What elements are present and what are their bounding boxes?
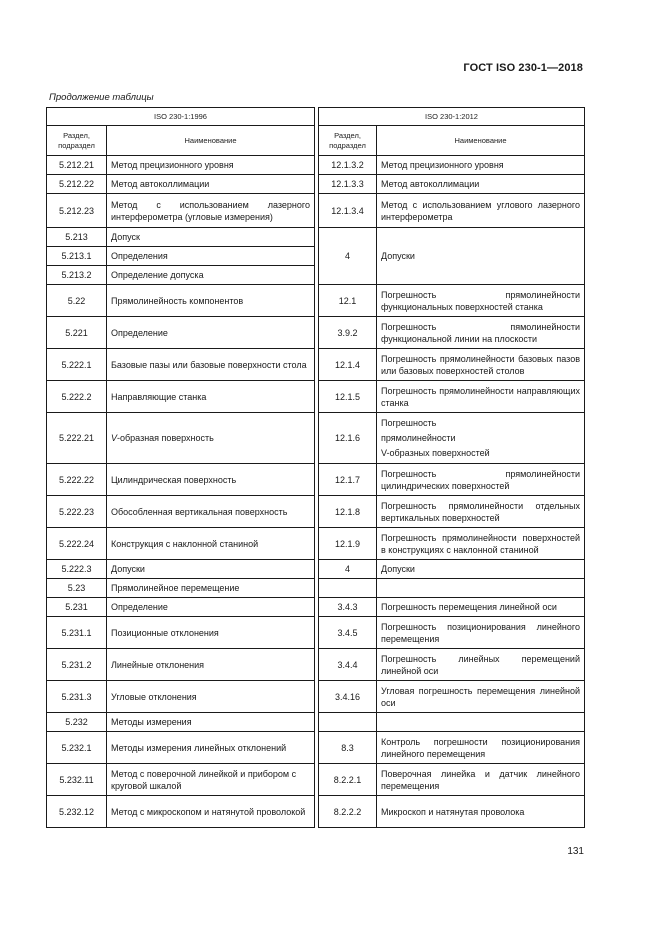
- left-name: Линейные отклонения: [107, 649, 315, 681]
- left-section: 5.231.2: [47, 649, 107, 681]
- left-section: 5.22: [47, 285, 107, 317]
- left-name: Метод прецизионного уровня: [107, 156, 315, 175]
- left-name-text: -образная поверхность: [117, 433, 214, 443]
- right-section: 12.1.3.2: [319, 156, 377, 175]
- left-name: Определения: [107, 247, 315, 266]
- table-row: [47, 496, 585, 528]
- right-name: Погрешность прямолинейности отдельных вертикальных поверхностей: [377, 496, 585, 528]
- right-section: 3.4.3: [319, 598, 377, 617]
- right-section: 3.4.16: [319, 681, 377, 713]
- left-name: Обособленная вертикальная поверхность: [107, 496, 315, 528]
- left-section: 5.222.24: [47, 528, 107, 560]
- left-name: Метод с использованием лазерного интерферометра (угловые измерения): [107, 194, 315, 228]
- right-section: 4: [319, 560, 377, 579]
- right-section: [319, 713, 377, 732]
- left-name: Направляющие станка: [107, 381, 315, 413]
- right-section: 3.4.5: [319, 617, 377, 649]
- right-section-merged: 4: [319, 228, 377, 285]
- right-name: Метод с использованием углового лазерного интерферометра: [377, 194, 585, 228]
- table-row: [47, 413, 585, 464]
- left-section: 5.232.11: [47, 764, 107, 796]
- right-section: 8.2.2.2: [319, 796, 377, 828]
- left-section: 5.232.1: [47, 732, 107, 764]
- table-row: [47, 649, 585, 681]
- table-row: [47, 796, 585, 828]
- column-gap: [315, 266, 319, 285]
- right-name: Погрешность прямолинейности цилиндрических поверхностей: [377, 464, 585, 496]
- right-name: Погрешность прямолинейности поверхностей в конструкциях с наклонной станиной: [377, 528, 585, 560]
- right-name-line: Погрешность: [381, 417, 437, 428]
- left-name: Метод автоколлимации: [107, 175, 315, 194]
- table-row: [47, 228, 585, 247]
- left-name: Конструкция с наклонной станиной: [107, 528, 315, 560]
- comparison-table-container: [46, 107, 584, 828]
- left-name: Определение допуска: [107, 266, 315, 285]
- right-section: 3.9.2: [319, 317, 377, 349]
- left-section: 5.222.22: [47, 464, 107, 496]
- table-row: [47, 713, 585, 732]
- right-name: Погрешность пямолинейности функциональной линии на плоскости: [377, 317, 585, 349]
- header-section-right: Раздел, подраздел: [319, 126, 377, 156]
- left-section: 5.232: [47, 713, 107, 732]
- right-section: 12.1.7: [319, 464, 377, 496]
- left-section: 5.231.1: [47, 617, 107, 649]
- left-section: 5.212.21: [47, 156, 107, 175]
- right-section: 12.1.3.4: [319, 194, 377, 228]
- left-name: Прямолинейность компонентов: [107, 285, 315, 317]
- header-name-right: Наименование: [377, 126, 585, 156]
- left-name: Определение: [107, 598, 315, 617]
- right-name: Микроскоп и натянутая проволока: [377, 796, 585, 828]
- left-section: 5.222.1: [47, 349, 107, 381]
- right-name: Погрешность перемещения линейной оси: [377, 598, 585, 617]
- table-row: [47, 617, 585, 649]
- left-section: 5.212.23: [47, 194, 107, 228]
- right-section: [319, 579, 377, 598]
- left-section: 5.221: [47, 317, 107, 349]
- comparison-table: [46, 107, 585, 828]
- right-name: Угловая погрешность перемещения линейной оси: [377, 681, 585, 713]
- table-row: [47, 175, 585, 194]
- right-section: 12.1.6: [319, 413, 377, 464]
- group-header-iso-1996: ISO 230-1:1996: [47, 108, 315, 126]
- group-header-iso-2012: ISO 230-1:2012: [319, 108, 585, 126]
- left-section: 5.231.3: [47, 681, 107, 713]
- right-name: Погрешность прямолинейности функциональных поверхностей станка: [377, 285, 585, 317]
- right-section: 12.1.3.3: [319, 175, 377, 194]
- table-row: [47, 194, 585, 228]
- left-section: 5.213: [47, 228, 107, 247]
- right-section: 8.3: [319, 732, 377, 764]
- table-row: [47, 732, 585, 764]
- table-continuation-caption: Продолжение таблицы: [49, 92, 154, 103]
- table-row: [47, 764, 585, 796]
- left-name-prefix: V: [111, 433, 118, 443]
- left-section: 5.222.21: [47, 413, 107, 464]
- right-section: 12.1.8: [319, 496, 377, 528]
- right-name: Допуски: [377, 560, 585, 579]
- table-row: [47, 381, 585, 413]
- right-name: Погрешность прямолинейности базовых пазов или базовых поверхностей столов: [377, 349, 585, 381]
- left-name: [107, 413, 315, 464]
- right-name: Погрешность прямолинейности направляющих станка: [377, 381, 585, 413]
- table-row: [47, 285, 585, 317]
- left-section: 5.222.2: [47, 381, 107, 413]
- left-name: Допуски: [107, 560, 315, 579]
- left-section: 5.23: [47, 579, 107, 598]
- header-name-left: Наименование: [107, 126, 315, 156]
- table-row: [47, 156, 585, 175]
- page-number: 131: [567, 846, 584, 857]
- left-section: 5.222.23: [47, 496, 107, 528]
- table-row: [47, 681, 585, 713]
- right-section: 12.1.4: [319, 349, 377, 381]
- left-name: Цилиндрическая поверхность: [107, 464, 315, 496]
- right-section: 8.2.2.1: [319, 764, 377, 796]
- right-name: Поверочная линейка и датчик линейного перемещения: [377, 764, 585, 796]
- right-section: 12.1: [319, 285, 377, 317]
- left-name: Угловые отклонения: [107, 681, 315, 713]
- left-name: Метод с микроскопом и натянутой проволокой: [107, 796, 315, 828]
- right-name: [377, 713, 585, 732]
- left-name: Метод с поверочной линейкой и прибором с круговой шкалой: [107, 764, 315, 796]
- right-name: Погрешность позиционирования линейного перемещения: [377, 617, 585, 649]
- right-name: Контроль погрешности позиционирования линейного перемещения: [377, 732, 585, 764]
- left-name: Допуск: [107, 228, 315, 247]
- table-row: [47, 579, 585, 598]
- header-section-left: Раздел, подраздел: [47, 126, 107, 156]
- right-section: 3.4.4: [319, 649, 377, 681]
- table-row: [47, 528, 585, 560]
- left-section: 5.232.12: [47, 796, 107, 828]
- left-name: Определение: [107, 317, 315, 349]
- right-name-line: прямолинейности: [381, 432, 456, 443]
- right-name-line: V-образных поверхностей: [381, 447, 490, 458]
- left-section: 5.231: [47, 598, 107, 617]
- column-gap: [315, 247, 319, 266]
- table-row: [47, 598, 585, 617]
- right-name: Метод прецизионного уровня: [377, 156, 585, 175]
- table-row: [47, 560, 585, 579]
- table-row: [47, 349, 585, 381]
- right-name: Метод автоколлимации: [377, 175, 585, 194]
- left-section: 5.222.3: [47, 560, 107, 579]
- left-section: 5.212.22: [47, 175, 107, 194]
- left-name: Прямолинейное перемещение: [107, 579, 315, 598]
- document-code: ГОСТ ISO 230-1—2018: [463, 62, 583, 74]
- left-section: 5.213.1: [47, 247, 107, 266]
- left-name: Методы измерения линейных отклонений: [107, 732, 315, 764]
- right-name: [377, 579, 585, 598]
- left-section: 5.213.2: [47, 266, 107, 285]
- table-row: [47, 464, 585, 496]
- left-name: Позиционные отклонения: [107, 617, 315, 649]
- right-section: 12.1.5: [319, 381, 377, 413]
- right-name: Погрешность линейных перемещений линейной оси: [377, 649, 585, 681]
- table-row: [47, 317, 585, 349]
- right-name-merged: Допуски: [377, 228, 585, 285]
- left-name: Методы измерения: [107, 713, 315, 732]
- left-name: Базовые пазы или базовые поверхности стола: [107, 349, 315, 381]
- right-section: 12.1.9: [319, 528, 377, 560]
- right-name: [377, 413, 585, 464]
